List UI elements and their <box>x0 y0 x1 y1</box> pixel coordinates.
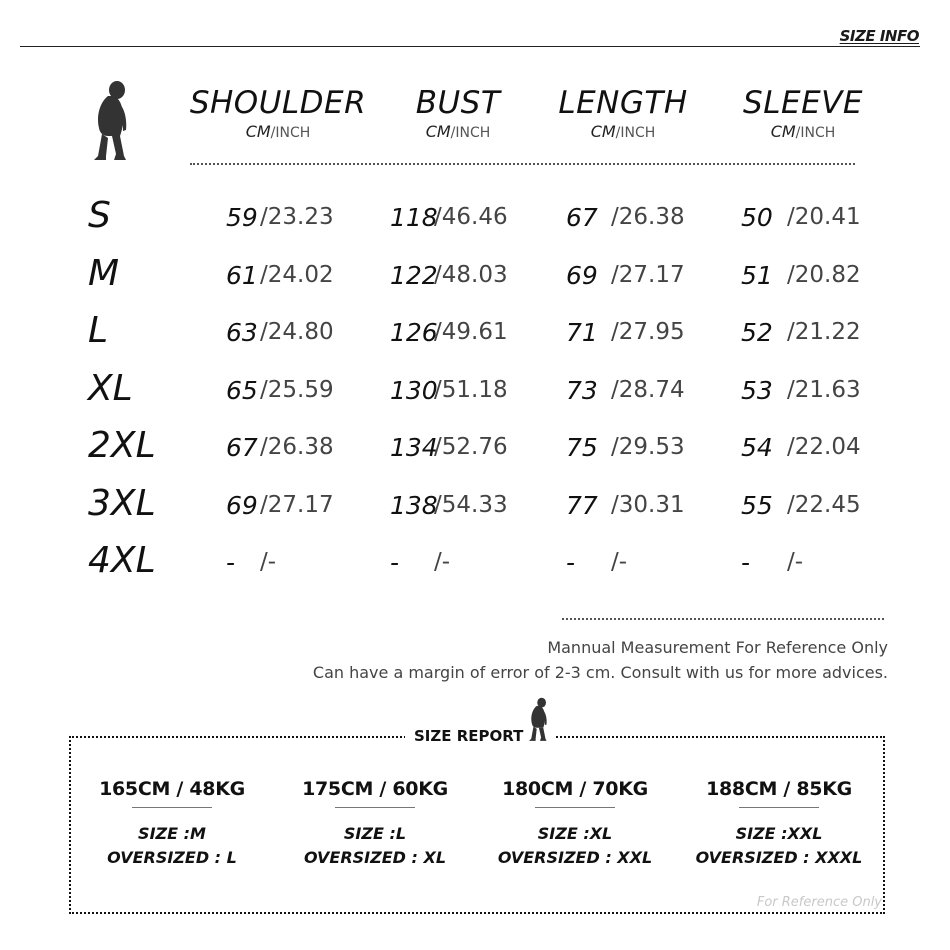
cm-value: 53 <box>741 376 773 405</box>
cell-cm-value <box>566 198 598 241</box>
inch-value: /28.74 <box>611 377 685 403</box>
cm-value: 118 <box>390 203 438 232</box>
cell-cm-value <box>390 428 438 471</box>
cell-inch-value <box>260 427 334 469</box>
cell-inch-value <box>434 197 508 239</box>
inch-value: /- <box>611 549 628 575</box>
page-title: SIZE INFO <box>839 27 919 45</box>
cell-cm-value <box>226 313 258 356</box>
cell-cm-value <box>741 428 773 471</box>
unit-inch: /INCH <box>615 125 656 141</box>
inch-value: /54.33 <box>434 492 508 518</box>
report-oversized: OVERSIZED : L <box>107 848 237 867</box>
report-size: SIZE :L <box>343 824 407 843</box>
unit-inch: /INCH <box>795 125 836 141</box>
cell-cm-value <box>741 371 773 414</box>
unit-cm: CM <box>770 122 796 141</box>
cell-cm-value <box>390 486 438 529</box>
cm-value: 134 <box>390 433 438 462</box>
cell-inch-value <box>787 485 861 527</box>
cm-value: 130 <box>390 376 438 405</box>
report-oversized: OVERSIZED : XXXL <box>695 848 863 867</box>
report-item <box>280 778 470 870</box>
cm-value: 67 <box>566 203 598 232</box>
hunched-figure-icon <box>92 78 136 166</box>
size-label: 4XL <box>88 540 156 581</box>
report-divider <box>535 807 615 808</box>
cell-inch-value <box>787 370 861 412</box>
cell-inch-value <box>260 197 334 239</box>
cell-cm-value <box>390 371 438 414</box>
header-dotted-divider <box>190 163 855 165</box>
inch-value: /46.46 <box>434 204 508 230</box>
inch-value: /21.63 <box>787 377 861 403</box>
column-unit <box>548 122 698 141</box>
cell-inch-value <box>260 370 334 412</box>
size-label: XL <box>88 368 133 409</box>
cm-value: 63 <box>226 318 258 347</box>
column-header-sleeve <box>723 86 883 141</box>
column-title: BUST <box>415 85 501 121</box>
cm-value: 126 <box>390 318 438 347</box>
cell-cm-value <box>390 256 438 299</box>
column-title: SHOULDER <box>189 85 367 121</box>
cm-value: - <box>226 548 236 577</box>
cell-cm-value <box>226 543 235 586</box>
cell-cm-value <box>226 371 258 414</box>
cell-inch-value <box>434 485 508 527</box>
cell-cm-value <box>226 486 258 529</box>
cell-cm-value <box>566 486 598 529</box>
inch-value: /49.61 <box>434 319 508 345</box>
cell-cm-value <box>226 198 258 241</box>
cell-inch-value <box>611 312 685 354</box>
size-label: 2XL <box>88 425 156 466</box>
hunched-figure-icon <box>528 695 552 747</box>
cell-inch-value <box>611 197 685 239</box>
inch-value: /30.31 <box>611 492 685 518</box>
cell-inch-value <box>611 370 685 412</box>
cm-value: 69 <box>566 261 598 290</box>
inch-value: /22.04 <box>787 434 861 460</box>
cell-inch-value <box>434 370 508 412</box>
inch-value: /25.59 <box>260 377 334 403</box>
unit-cm: CM <box>245 122 271 141</box>
report-divider <box>335 807 415 808</box>
cm-value: - <box>566 548 576 577</box>
report-height-weight: 180CM / 70KG <box>502 778 648 800</box>
report-divider <box>739 807 819 808</box>
cm-value: 59 <box>226 203 258 232</box>
cell-inch-value <box>611 255 685 297</box>
cm-value: 73 <box>566 376 598 405</box>
report-height-weight: 175CM / 60KG <box>302 778 448 800</box>
cell-cm-value <box>226 256 258 299</box>
cell-inch-value <box>787 312 861 354</box>
cm-value: 122 <box>390 261 438 290</box>
inch-value: /23.23 <box>260 204 334 230</box>
cm-value: 65 <box>226 376 258 405</box>
size-label: M <box>88 253 120 294</box>
cm-value: - <box>390 548 400 577</box>
inch-value: /29.53 <box>611 434 685 460</box>
inch-value: /26.38 <box>260 434 334 460</box>
unit-inch: /INCH <box>450 125 491 141</box>
cell-inch-value <box>787 542 803 584</box>
inch-value: /24.02 <box>260 262 334 288</box>
inch-value: /22.45 <box>787 492 861 518</box>
column-unit <box>723 122 883 141</box>
cell-cm-value <box>741 486 773 529</box>
inch-value: /24.80 <box>260 319 334 345</box>
report-height-weight: 165CM / 48KG <box>99 778 245 800</box>
cm-value: - <box>741 548 751 577</box>
unit-cm: CM <box>425 122 451 141</box>
report-item <box>480 778 670 870</box>
column-header-length <box>548 86 698 141</box>
inch-value: /52.76 <box>434 434 508 460</box>
cm-value: 138 <box>390 491 438 520</box>
inch-value: /48.03 <box>434 262 508 288</box>
note-line-2: Can have a margin of error of 2-3 cm. Consult with us for more advices. <box>312 663 888 682</box>
inch-value: /20.82 <box>787 262 861 288</box>
cell-inch-value <box>611 427 685 469</box>
cell-inch-value <box>787 197 861 239</box>
cm-value: 55 <box>741 491 773 520</box>
inch-value: /- <box>434 549 451 575</box>
report-item <box>77 778 267 870</box>
cm-value: 71 <box>566 318 598 347</box>
report-size: SIZE :XL <box>537 824 613 843</box>
cell-cm-value <box>390 543 399 586</box>
cell-inch-value <box>611 485 685 527</box>
cm-value: 51 <box>741 261 773 290</box>
cell-inch-value <box>260 255 334 297</box>
size-label: L <box>88 310 109 351</box>
cell-cm-value <box>741 256 773 299</box>
column-title: LENGTH <box>558 85 688 121</box>
size-report-title: SIZE REPORT <box>414 727 524 745</box>
cell-cm-value <box>390 198 438 241</box>
cell-inch-value <box>434 542 450 584</box>
cm-value: 69 <box>226 491 258 520</box>
cell-inch-value <box>434 312 508 354</box>
cell-inch-value <box>787 255 861 297</box>
inch-value: /27.17 <box>611 262 685 288</box>
inch-value: /26.38 <box>611 204 685 230</box>
cell-cm-value <box>226 428 258 471</box>
report-oversized: OVERSIZED : XL <box>303 848 447 867</box>
cell-cm-value <box>566 428 598 471</box>
inch-value: /21.22 <box>787 319 861 345</box>
report-size: SIZE :M <box>138 824 206 843</box>
cm-value: 54 <box>741 433 773 462</box>
column-header-shoulder <box>183 86 373 141</box>
size-label: S <box>88 195 111 236</box>
cell-inch-value <box>434 427 508 469</box>
column-title: SLEEVE <box>743 85 863 121</box>
cell-cm-value <box>566 543 575 586</box>
inch-value: /- <box>260 549 277 575</box>
column-header-bust <box>383 86 533 141</box>
cell-cm-value <box>390 313 438 356</box>
cell-inch-value <box>787 427 861 469</box>
size-label: 3XL <box>88 483 156 524</box>
report-item <box>684 778 874 870</box>
inch-value: /- <box>787 549 804 575</box>
report-size: SIZE :XXL <box>735 824 823 843</box>
cm-value: 61 <box>226 261 258 290</box>
cell-cm-value <box>741 543 750 586</box>
cell-cm-value <box>566 313 598 356</box>
notes-dotted-divider <box>562 618 884 620</box>
report-divider <box>132 807 212 808</box>
inch-value: /20.41 <box>787 204 861 230</box>
cm-value: 75 <box>566 433 598 462</box>
cm-value: 52 <box>741 318 773 347</box>
cell-inch-value <box>260 485 334 527</box>
report-oversized: OVERSIZED : XXL <box>497 848 653 867</box>
cell-cm-value <box>566 371 598 414</box>
header-divider <box>20 46 920 47</box>
column-unit <box>183 122 373 141</box>
unit-cm: CM <box>590 122 616 141</box>
cell-cm-value <box>741 313 773 356</box>
unit-inch: /INCH <box>270 125 311 141</box>
cell-cm-value <box>566 256 598 299</box>
inch-value: /27.17 <box>260 492 334 518</box>
cell-inch-value <box>260 542 276 584</box>
cm-value: 50 <box>741 203 773 232</box>
column-unit <box>383 122 533 141</box>
note-line-1: Mannual Measurement For Reference Only <box>547 638 888 657</box>
inch-value: /51.18 <box>434 377 508 403</box>
cell-cm-value <box>741 198 773 241</box>
inch-value: /27.95 <box>611 319 685 345</box>
report-height-weight: 188CM / 85KG <box>706 778 852 800</box>
reference-footnote: For Reference Only <box>756 895 882 910</box>
cm-value: 77 <box>566 491 598 520</box>
cm-value: 67 <box>226 433 258 462</box>
cell-inch-value <box>260 312 334 354</box>
cell-inch-value <box>611 542 627 584</box>
cell-inch-value <box>434 255 508 297</box>
